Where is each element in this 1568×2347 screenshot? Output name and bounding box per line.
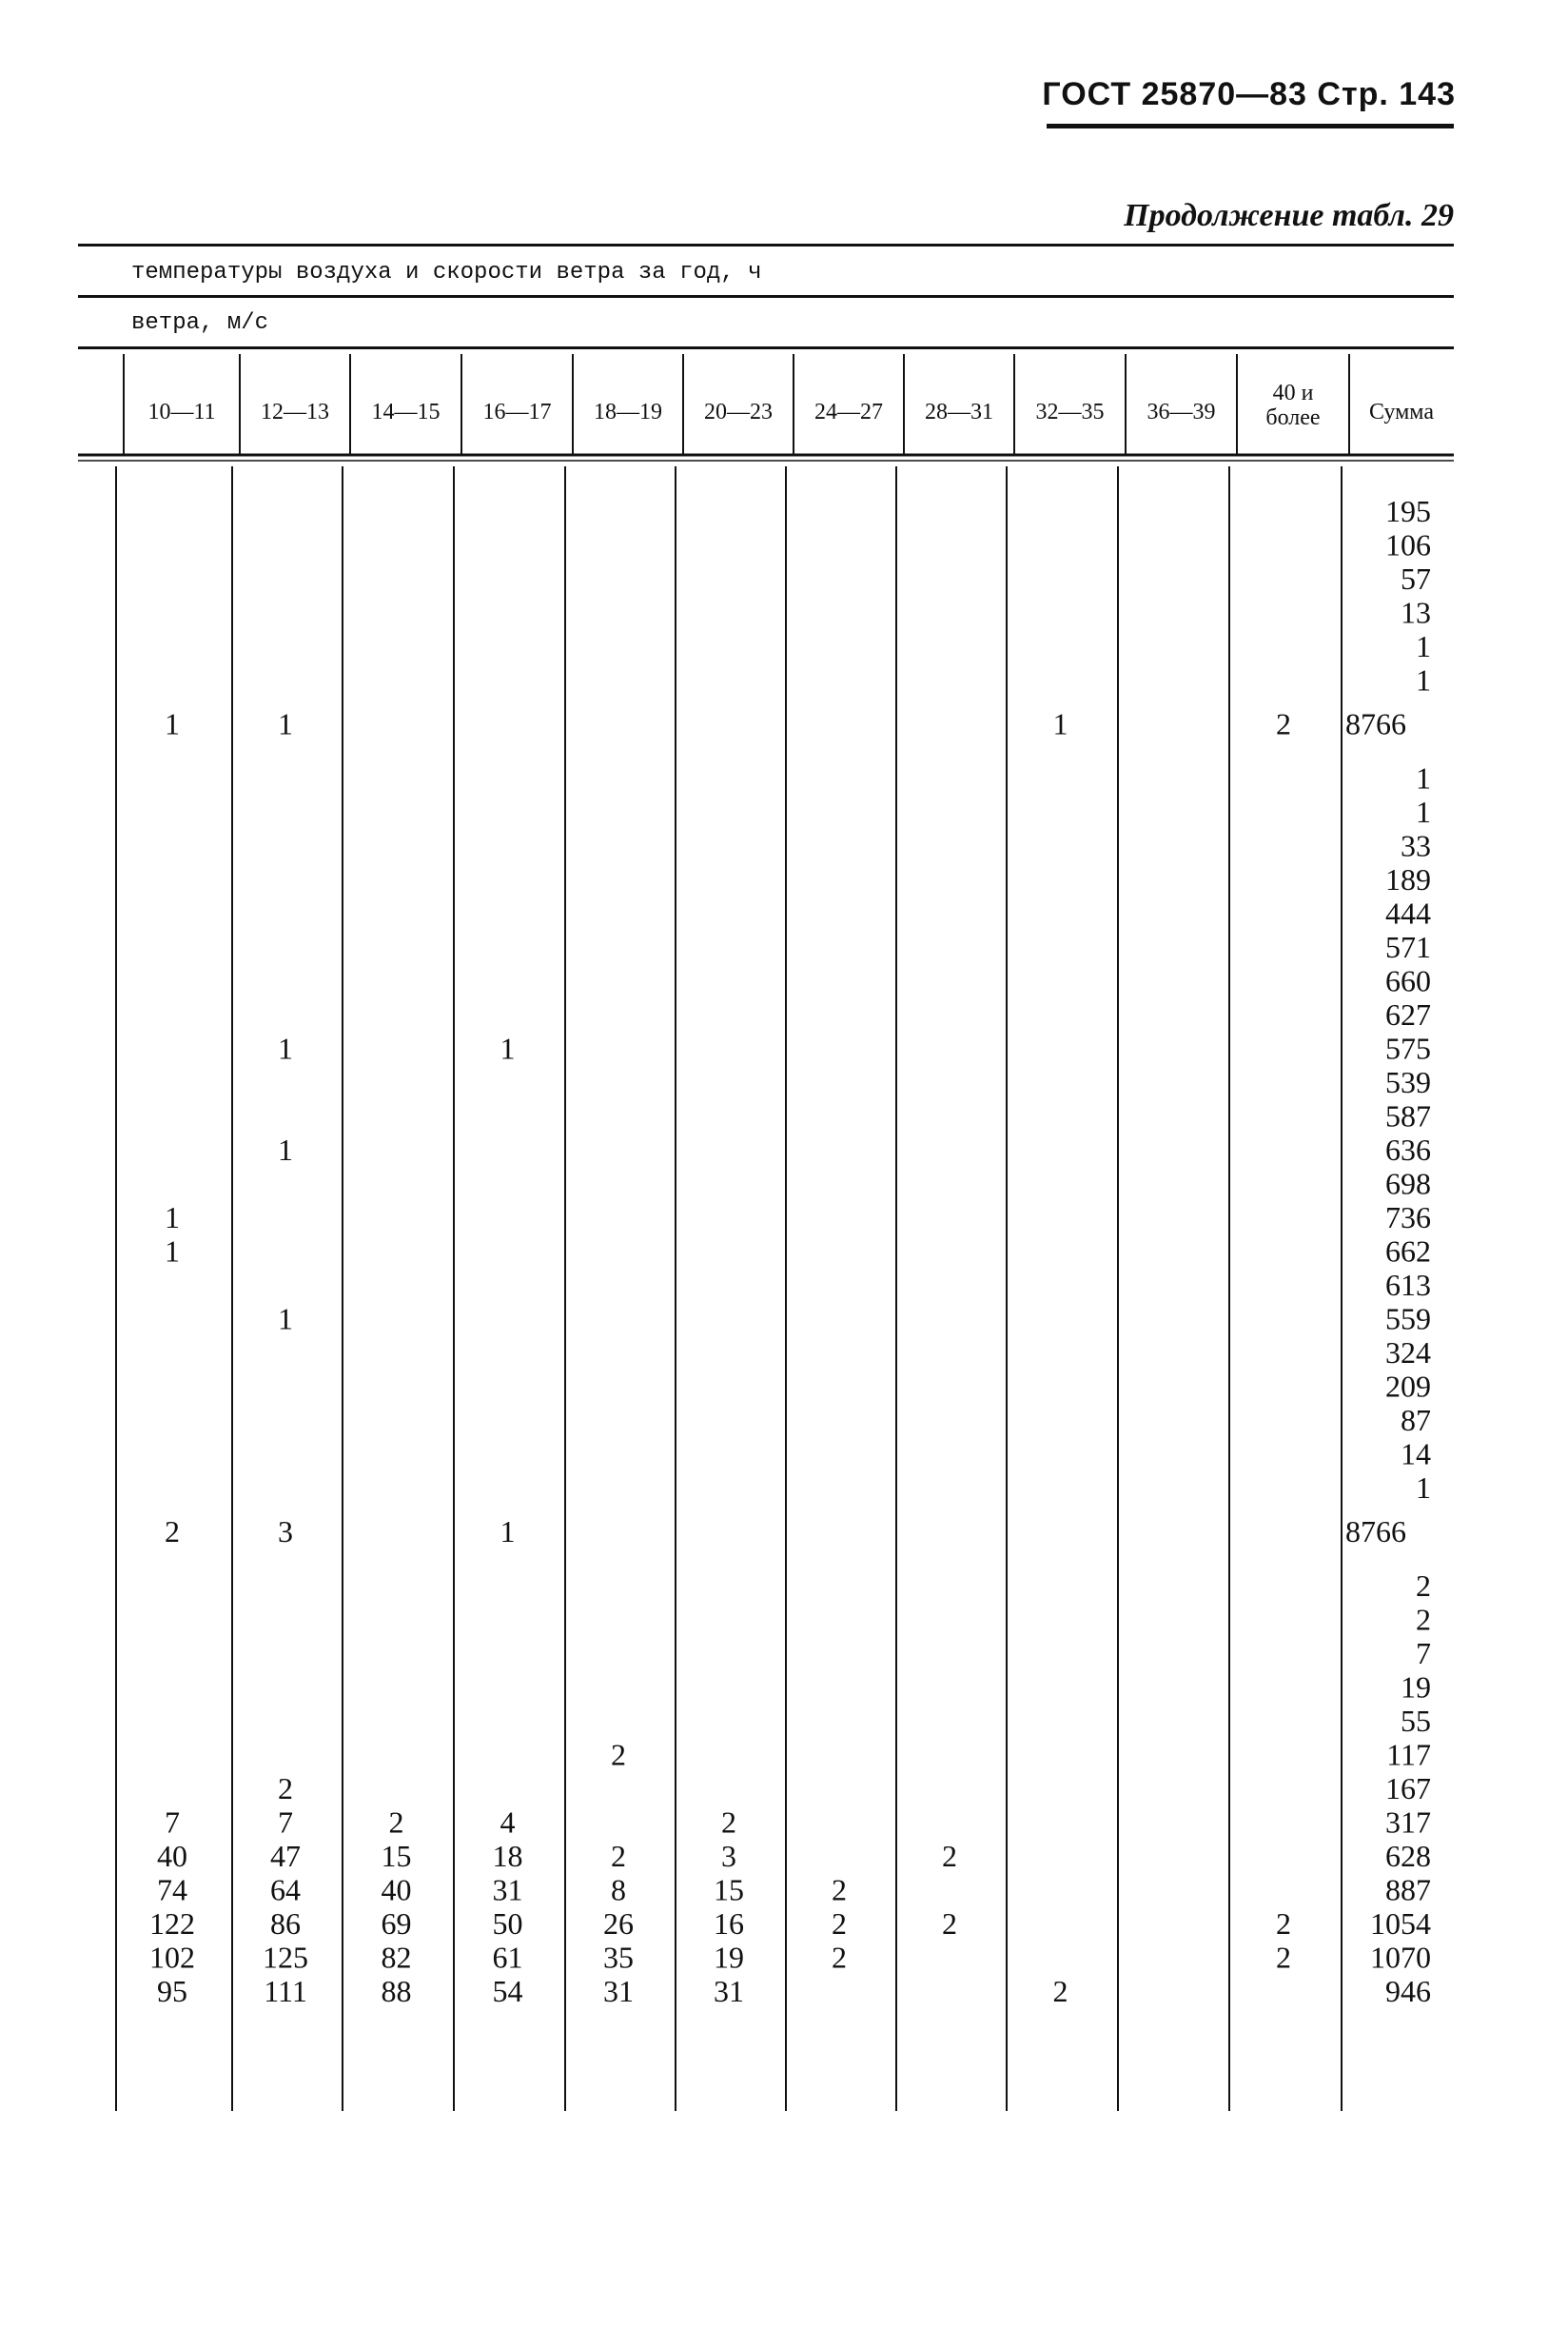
sum-cell: 736 [1385, 1199, 1431, 1234]
sum-cell: 559 [1385, 1301, 1431, 1336]
table-cell: 15 [714, 1872, 744, 1907]
page-header: ГОСТ 25870—83 Стр. 143 [1042, 76, 1456, 112]
table-cell: 2 [942, 1838, 957, 1873]
table-cell: 69 [381, 1905, 412, 1941]
sum-cell: 1 [1416, 629, 1431, 663]
table-cell: 1 [165, 1233, 180, 1269]
sum-cell: 1070 [1370, 1940, 1431, 1975]
table-cell: 82 [381, 1940, 412, 1975]
column-header: 14—15 [371, 400, 441, 424]
column-header: 12—13 [261, 400, 329, 424]
sum-cell: 7 [1416, 1635, 1431, 1670]
sum-cell: 613 [1385, 1267, 1431, 1302]
table-cell: 1 [278, 706, 293, 741]
table-cell: 19 [714, 1940, 744, 1975]
sum-cell: 662 [1385, 1233, 1431, 1269]
caption-line-2: ветра, м/с [131, 310, 269, 336]
sum-cell: 33 [1401, 828, 1431, 863]
table-cell: 111 [264, 1973, 307, 2008]
sum-cell: 1054 [1370, 1905, 1431, 1941]
table-cell: 2 [165, 1514, 180, 1549]
table-cell: 50 [492, 1905, 523, 1941]
sum-cell: 575 [1385, 1031, 1431, 1066]
sum-cell: 2 [1416, 1602, 1431, 1637]
sum-cell: 1 [1416, 1469, 1431, 1505]
table-cell: 125 [263, 1940, 308, 1975]
table-header-row [147, 381, 1434, 430]
table-cell: 2 [611, 1737, 626, 1772]
column-header: 40 и более [1265, 381, 1321, 430]
table-cell: 54 [492, 1973, 523, 2008]
sum-cell: 539 [1385, 1064, 1431, 1099]
table-cell: 31 [603, 1973, 634, 2008]
sum-cell: 698 [1385, 1166, 1431, 1201]
sum-cell: 317 [1385, 1805, 1431, 1840]
column-header: 18—19 [594, 400, 662, 424]
table-cell: 31 [714, 1973, 744, 2008]
table-cell: 47 [270, 1838, 301, 1873]
table-cell: 16 [714, 1905, 744, 1941]
table-cell: 40 [381, 1872, 412, 1907]
table-cell: 1 [278, 1031, 293, 1066]
table-cell: 1 [500, 1514, 516, 1549]
table-cell: 74 [157, 1872, 187, 1907]
table-cell: 1 [1052, 706, 1068, 741]
table-cell: 40 [157, 1838, 187, 1873]
table-cell: 1 [165, 706, 180, 741]
table-cell: 7 [165, 1805, 180, 1840]
table-cell: 3 [721, 1838, 736, 1873]
sum-cell: 195 [1385, 494, 1431, 528]
table-cell: 1 [165, 1199, 180, 1234]
table-cell: 102 [149, 1940, 195, 1975]
column-header: 16—17 [482, 400, 552, 424]
table-cell: 2 [942, 1905, 957, 1941]
sum-cell: 8766 [1345, 706, 1406, 741]
sum-cell: 1 [1416, 760, 1431, 796]
column-header: 24—27 [814, 400, 883, 424]
table-cell: 18 [492, 1838, 523, 1873]
table-cell: 3 [278, 1514, 293, 1549]
sum-cell: 8766 [1345, 1514, 1406, 1549]
sum-cell: 106 [1385, 527, 1431, 562]
sum-cell: 14 [1401, 1436, 1431, 1471]
table-cell: 4 [500, 1805, 516, 1840]
table-cell: 15 [381, 1838, 412, 1873]
table-cell: 2 [278, 1770, 293, 1805]
sum-cell: 660 [1385, 963, 1431, 998]
sum-cell: 444 [1385, 896, 1431, 931]
table-cell: 88 [381, 1973, 412, 2008]
sum-cell: 55 [1401, 1703, 1431, 1738]
table-cell: 2 [832, 1905, 847, 1941]
table-cell: 86 [270, 1905, 301, 1941]
table-cell: 2 [1276, 706, 1291, 741]
sum-cell: 636 [1385, 1132, 1431, 1167]
table-cell: 1 [278, 1301, 293, 1336]
table-cell: 35 [603, 1940, 634, 1975]
table-cell: 8 [611, 1872, 626, 1907]
table-cell: 2 [388, 1805, 404, 1840]
sum-cell: 189 [1385, 861, 1431, 897]
table-cell: 64 [270, 1872, 301, 1907]
column-header: 10—11 [147, 400, 216, 424]
sum-cell: 167 [1385, 1770, 1431, 1805]
table-cell: 2 [721, 1805, 736, 1840]
sum-cell: 887 [1385, 1872, 1431, 1907]
table-cell: 1 [278, 1132, 293, 1167]
column-header: 28—31 [925, 400, 993, 424]
column-header: 36—39 [1147, 400, 1216, 424]
table-cell: 95 [157, 1973, 187, 2008]
caption-line-1: температуры воздуха и скорости ветра за год, ч [131, 260, 762, 286]
sum-cell: 1 [1416, 794, 1431, 829]
table-cell: 122 [149, 1905, 195, 1941]
table-cell: 61 [492, 1940, 523, 1975]
continuation-label: Продолжение табл. 29 [1124, 198, 1454, 233]
sum-cell: 946 [1385, 1973, 1431, 2008]
sum-cell: 628 [1385, 1838, 1431, 1873]
sum-cell: 19 [1401, 1669, 1431, 1705]
table-cell: 2 [832, 1940, 847, 1975]
column-header: 20—23 [704, 400, 773, 424]
table-cell: 26 [603, 1905, 634, 1941]
sum-cell: 627 [1385, 996, 1431, 1032]
sum-cell: 1 [1416, 662, 1431, 698]
table-cell: 1 [500, 1031, 516, 1066]
column-header: 32—35 [1035, 400, 1105, 424]
table-cell: 2 [611, 1838, 626, 1873]
sum-cell: 587 [1385, 1098, 1431, 1134]
table-cell: 7 [278, 1805, 293, 1840]
table-cell: 2 [1052, 1973, 1068, 2008]
sum-cell: 571 [1385, 929, 1431, 964]
sum-cell: 57 [1401, 562, 1431, 596]
sum-cell: 117 [1386, 1737, 1431, 1772]
sum-cell: 209 [1385, 1369, 1431, 1404]
table-cell: 2 [1276, 1940, 1291, 1975]
sum-cell: 13 [1401, 595, 1431, 630]
sum-cell: 2 [1416, 1568, 1431, 1603]
table-cell: 31 [492, 1872, 523, 1907]
table-cell: 2 [832, 1872, 847, 1907]
sum-cell: 87 [1401, 1402, 1431, 1437]
table-cell: 2 [1276, 1905, 1291, 1941]
sum-cell: 324 [1385, 1334, 1431, 1370]
column-header: Сумма [1369, 400, 1434, 424]
